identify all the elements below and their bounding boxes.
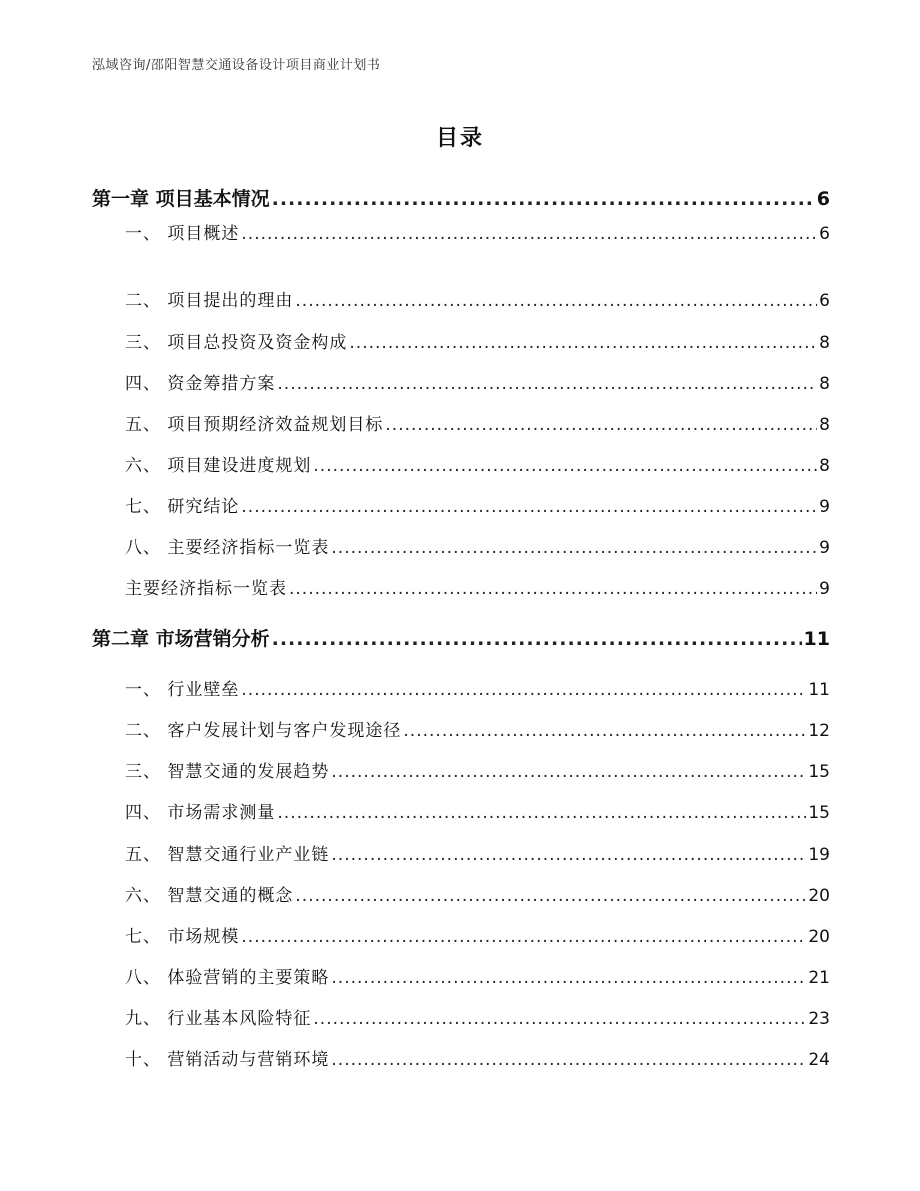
toc-chapter-label: 第二章 市场营销分析	[92, 628, 270, 650]
toc-page-number: 8	[819, 456, 830, 476]
toc-item-label: 七、 研究结论	[125, 497, 240, 517]
toc-item-label: 一、 项目概述	[125, 224, 240, 244]
toc-leader-dots	[241, 224, 817, 244]
toc-item-label: 三、 智慧交通的发展趋势	[125, 762, 330, 782]
toc-leader-dots	[241, 680, 806, 700]
toc-item[interactable]	[125, 410, 830, 435]
toc-chapter-label: 第一章 项目基本情况	[92, 188, 270, 210]
toc-item[interactable]	[125, 1045, 830, 1070]
toc-leader-dots	[272, 188, 815, 210]
toc-leader-dots	[313, 1009, 806, 1029]
toc-item[interactable]	[125, 286, 830, 311]
toc-item[interactable]	[125, 328, 830, 353]
toc-page-number: 12	[808, 721, 830, 741]
toc-item-label: 五、 项目预期经济效益规划目标	[125, 415, 384, 435]
toc-page-number: 6	[819, 224, 830, 244]
toc-leader-dots	[403, 721, 806, 741]
toc-page-number: 9	[819, 579, 830, 599]
toc-page-number: 15	[808, 762, 830, 782]
toc-chapter-2[interactable]	[92, 624, 830, 651]
toc-item-label: 六、 项目建设进度规划	[125, 456, 312, 476]
toc-item[interactable]	[125, 798, 830, 823]
toc-leader-dots	[331, 1050, 806, 1070]
toc-page-number: 9	[819, 538, 830, 558]
toc-leader-dots	[331, 845, 806, 865]
toc-page-number: 11	[803, 628, 830, 650]
toc-leader-dots	[272, 628, 802, 650]
toc-page-number: 8	[819, 333, 830, 353]
toc-page-number: 19	[808, 845, 830, 865]
toc-item-label: 八、 体验营销的主要策略	[125, 968, 330, 988]
toc-page-number: 21	[808, 968, 830, 988]
toc-item[interactable]	[125, 369, 830, 394]
toc-page-number: 11	[808, 680, 830, 700]
toc-page-number: 8	[819, 374, 830, 394]
toc-item[interactable]	[125, 451, 830, 476]
toc-item-label: 四、 市场需求测量	[125, 803, 276, 823]
toc-page-number: 24	[808, 1050, 830, 1070]
toc-item[interactable]	[125, 922, 830, 947]
toc-leader-dots	[385, 415, 817, 435]
toc-leader-dots	[277, 374, 817, 394]
toc-leader-dots	[241, 497, 817, 517]
toc-page-number: 15	[808, 803, 830, 823]
toc-item[interactable]	[125, 574, 830, 599]
toc-item-label: 主要经济指标一览表	[125, 579, 287, 599]
toc-item-label: 八、 主要经济指标一览表	[125, 538, 330, 558]
toc-item-label: 六、 智慧交通的概念	[125, 886, 294, 906]
toc-item[interactable]	[125, 881, 830, 906]
toc-item-label: 四、 资金筹措方案	[125, 374, 276, 394]
toc-leader-dots	[331, 762, 806, 782]
toc-item[interactable]	[125, 757, 830, 782]
toc-page-number: 20	[808, 886, 830, 906]
toc-leader-dots	[277, 803, 806, 823]
toc-leader-dots	[241, 927, 806, 947]
toc-item-label: 五、 智慧交通行业产业链	[125, 845, 330, 865]
toc-item-label: 二、 项目提出的理由	[125, 291, 294, 311]
toc-chapter-1[interactable]	[92, 184, 830, 211]
toc-leader-dots	[295, 291, 817, 311]
toc-item[interactable]	[125, 675, 830, 700]
toc-item[interactable]	[125, 840, 830, 865]
toc-item[interactable]	[125, 716, 830, 741]
toc-leader-dots	[289, 579, 817, 599]
toc-item[interactable]	[125, 533, 830, 558]
toc-item[interactable]	[125, 1004, 830, 1029]
toc-leader-dots	[331, 968, 806, 988]
toc-item[interactable]	[125, 219, 830, 244]
toc-item-label: 七、 市场规模	[125, 927, 240, 947]
toc-item[interactable]	[125, 492, 830, 517]
toc-page-number: 8	[819, 415, 830, 435]
toc-leader-dots	[295, 886, 806, 906]
toc-page-number: 20	[808, 927, 830, 947]
document-header: 泓域咨询/邵阳智慧交通设备设计项目商业计划书	[92, 58, 381, 73]
toc-page-number: 23	[808, 1009, 830, 1029]
toc-page-number: 9	[819, 497, 830, 517]
toc-title: 目录	[435, 126, 484, 151]
toc-item[interactable]	[125, 963, 830, 988]
toc-item-label: 三、 项目总投资及资金构成	[125, 333, 348, 353]
toc-leader-dots	[331, 538, 817, 558]
toc-leader-dots	[349, 333, 817, 353]
toc-item-label: 九、 行业基本风险特征	[125, 1009, 312, 1029]
toc-page-number: 6	[819, 291, 830, 311]
toc-item-label: 二、 客户发展计划与客户发现途径	[125, 721, 402, 741]
toc-leader-dots	[313, 456, 817, 476]
toc-page-number: 6	[816, 188, 830, 210]
toc-item-label: 十、 营销活动与营销环境	[125, 1050, 330, 1070]
toc-item-label: 一、 行业壁垒	[125, 680, 240, 700]
